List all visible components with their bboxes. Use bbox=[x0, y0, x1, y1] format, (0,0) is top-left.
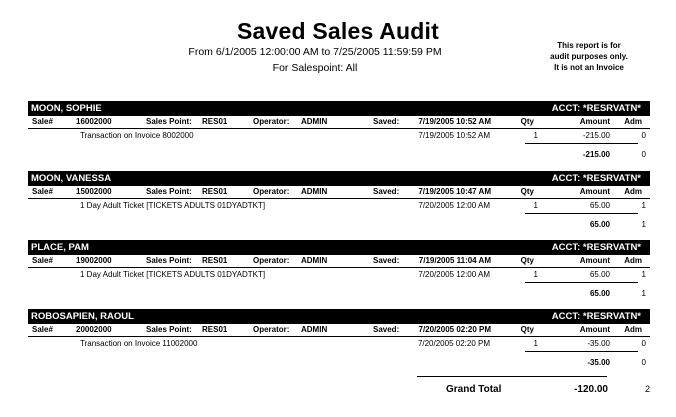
operator: ADMIN bbox=[301, 325, 328, 334]
date-range: From 6/1/2005 12:00:00 AM to 7/25/2005 11:59:59 PM bbox=[188, 46, 442, 58]
line-item-amount: 65.00 bbox=[589, 270, 610, 279]
qty-label: Qty bbox=[520, 256, 534, 265]
qty-label: Qty bbox=[520, 325, 534, 334]
line-item-qty: 1 bbox=[533, 131, 538, 140]
line-item bbox=[28, 338, 650, 350]
sales-point-label: Sales Point: bbox=[146, 325, 192, 334]
qty-label: Qty bbox=[520, 187, 534, 196]
line-item-date: 7/20/2005 12:00 AM bbox=[418, 270, 490, 279]
amount-label: Amount bbox=[579, 117, 610, 126]
line-item-qty: 1 bbox=[533, 339, 538, 348]
qty-label: Qty bbox=[520, 117, 534, 126]
subtotal-row bbox=[28, 149, 650, 161]
line-item-amount: -215.00 bbox=[582, 131, 610, 140]
line-item-amount: 65.00 bbox=[589, 201, 610, 210]
sales-point: RES01 bbox=[202, 117, 228, 126]
sale-section bbox=[28, 101, 650, 169]
subtotal-adm: 0 bbox=[641, 358, 646, 367]
amount-label: Amount bbox=[579, 187, 610, 196]
sale-header-row bbox=[28, 324, 650, 337]
saved-label: Saved: bbox=[373, 117, 400, 126]
line-item-date: 7/20/2005 12:00 AM bbox=[418, 201, 490, 210]
customer-bar bbox=[28, 309, 650, 324]
report-title: Saved Sales Audit bbox=[237, 18, 439, 44]
account-code: ACCT: *RESRVATN* bbox=[551, 103, 641, 114]
subtotal-row bbox=[28, 357, 650, 369]
customer-bar bbox=[28, 171, 650, 186]
sales-point-label: Sales Point: bbox=[146, 117, 192, 126]
amount-label: Amount bbox=[579, 256, 610, 265]
adm-label: Adm bbox=[624, 325, 642, 334]
adm-label: Adm bbox=[624, 117, 642, 126]
customer-name: PLACE, PAM bbox=[31, 242, 89, 253]
operator: ADMIN bbox=[301, 256, 328, 265]
subtotal-row bbox=[28, 219, 650, 231]
audit-note bbox=[546, 40, 632, 73]
line-item-adm: 0 bbox=[641, 339, 646, 348]
sale-number: 16002000 bbox=[76, 117, 112, 126]
subtotal-rule bbox=[525, 351, 638, 352]
sale-header-row bbox=[28, 255, 650, 268]
grand-total-label: Grand Total bbox=[446, 384, 502, 395]
audit-note-line: audit purposes only. bbox=[550, 52, 628, 61]
line-item-description: 1 Day Adult Ticket [TICKETS ADULTS 01DYADTKT] bbox=[80, 270, 266, 279]
grand-total-amount: -120.00 bbox=[574, 384, 608, 395]
line-item-description: Transaction on Invoice 8002000 bbox=[80, 131, 194, 140]
sales-point-label: Sales Point: bbox=[146, 256, 192, 265]
sale-number: 20002000 bbox=[76, 325, 112, 334]
sale-section bbox=[28, 309, 650, 377]
adm-label: Adm bbox=[624, 187, 642, 196]
customer-name: MOON, VANESSA bbox=[31, 173, 112, 184]
line-item-description: Transaction on Invoice 11002000 bbox=[80, 339, 198, 348]
customer-bar bbox=[28, 240, 650, 255]
sales-point: RES01 bbox=[202, 256, 228, 265]
customer-name: ROBOSAPIEN, RAOUL bbox=[31, 311, 134, 322]
line-item bbox=[28, 130, 650, 142]
grand-total-rule bbox=[417, 376, 607, 377]
salespoint-filter: For Salespoint: All bbox=[272, 62, 358, 74]
sale-number-label: Sale# bbox=[32, 325, 53, 334]
sale-section bbox=[28, 240, 650, 308]
customer-bar bbox=[28, 101, 650, 116]
grand-total-adm: 2 bbox=[644, 384, 650, 394]
subtotal-adm: 1 bbox=[641, 220, 646, 229]
line-item-adm: 1 bbox=[641, 201, 646, 210]
saved-label: Saved: bbox=[373, 187, 400, 196]
sale-number-label: Sale# bbox=[32, 256, 53, 265]
account-code: ACCT: *RESRVATN* bbox=[551, 242, 641, 253]
operator-label: Operator: bbox=[253, 117, 290, 126]
sale-section bbox=[28, 171, 650, 239]
operator: ADMIN bbox=[301, 117, 328, 126]
line-item-qty: 1 bbox=[533, 201, 538, 210]
sale-number: 15002000 bbox=[76, 187, 112, 196]
subtotal-row bbox=[28, 288, 650, 300]
line-item-qty: 1 bbox=[533, 270, 538, 279]
sale-number: 19002000 bbox=[76, 256, 112, 265]
subtotal-adm: 0 bbox=[641, 150, 646, 159]
saved-label: Saved: bbox=[373, 325, 400, 334]
subtotal-rule bbox=[525, 282, 638, 283]
operator-label: Operator: bbox=[253, 325, 290, 334]
line-item bbox=[28, 269, 650, 281]
account-code: ACCT: *RESRVATN* bbox=[551, 311, 641, 322]
line-item-description: 1 Day Adult Ticket [TICKETS ADULTS 01DYADTKT] bbox=[80, 201, 266, 210]
sales-point-label: Sales Point: bbox=[146, 187, 192, 196]
line-item-adm: 0 bbox=[641, 131, 646, 140]
saved-timestamp: 7/19/2005 10:47 AM bbox=[418, 187, 491, 196]
subtotal-amount: -35.00 bbox=[587, 358, 610, 367]
line-item-date: 7/19/2005 10:52 AM bbox=[418, 131, 490, 140]
account-code: ACCT: *RESRVATN* bbox=[551, 173, 641, 184]
subtotal-adm: 1 bbox=[641, 289, 646, 298]
saved-timestamp: 7/19/2005 10:52 AM bbox=[418, 117, 491, 126]
sale-number-label: Sale# bbox=[32, 117, 53, 126]
subtotal-amount: 65.00 bbox=[589, 220, 610, 229]
sale-header-row bbox=[28, 116, 650, 129]
operator-label: Operator: bbox=[253, 187, 290, 196]
sales-point: RES01 bbox=[202, 187, 228, 196]
sale-header-row bbox=[28, 186, 650, 199]
subtotal-rule bbox=[525, 143, 638, 144]
line-item-date: 7/20/2005 02:20 PM bbox=[417, 339, 490, 348]
audit-note-line: This report is for bbox=[557, 41, 621, 50]
line-item bbox=[28, 200, 650, 212]
subtotal-rule bbox=[525, 213, 638, 214]
subtotal-amount: 65.00 bbox=[589, 289, 610, 298]
saved-timestamp: 7/19/2005 11:04 AM bbox=[418, 256, 491, 265]
saved-timestamp: 7/20/2005 02:20 PM bbox=[418, 325, 491, 334]
sales-point: RES01 bbox=[202, 325, 228, 334]
subtotal-amount: -215.00 bbox=[582, 150, 610, 159]
operator-label: Operator: bbox=[253, 256, 290, 265]
operator: ADMIN bbox=[301, 187, 328, 196]
sale-number-label: Sale# bbox=[32, 187, 53, 196]
line-item-adm: 1 bbox=[641, 270, 646, 279]
saved-label: Saved: bbox=[373, 256, 400, 265]
adm-label: Adm bbox=[624, 256, 642, 265]
audit-note-line: It is not an Invoice bbox=[554, 63, 624, 72]
customer-name: MOON, SOPHIE bbox=[31, 103, 102, 114]
amount-label: Amount bbox=[579, 325, 610, 334]
line-item-amount: -35.00 bbox=[587, 339, 610, 348]
